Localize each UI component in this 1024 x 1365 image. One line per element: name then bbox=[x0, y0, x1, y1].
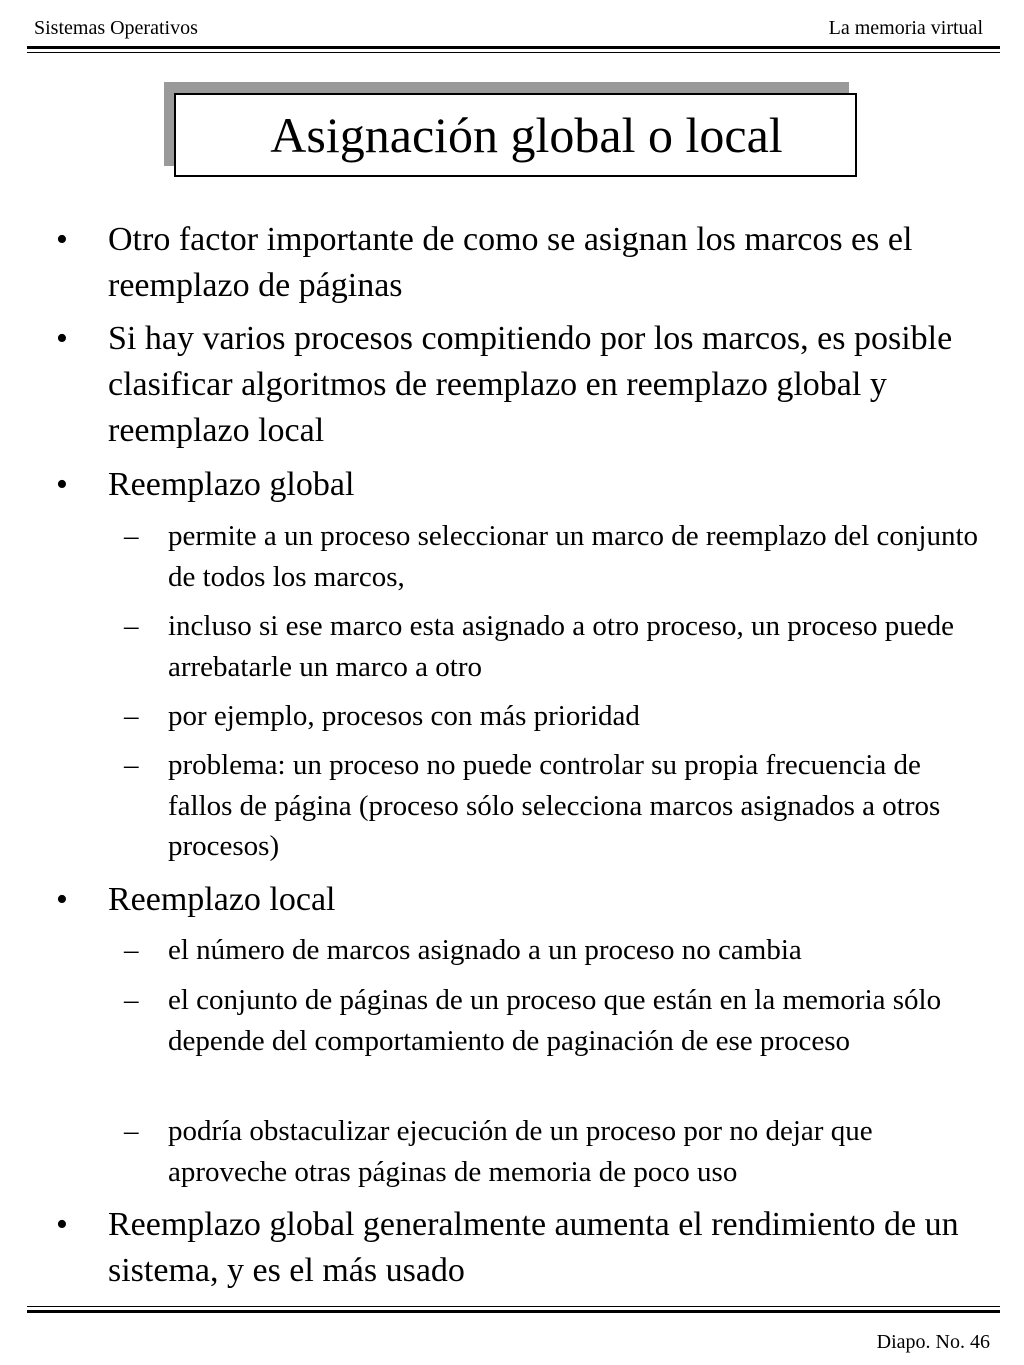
sub-bullet-text: podría obstaculizar ejecución de un proceso por no dejar que aproveche otras páginas de memoria de poco uso bbox=[168, 1115, 873, 1188]
header-course-name: Sistemas Operativos bbox=[34, 17, 198, 39]
bullet-marker: • bbox=[56, 466, 68, 503]
sub-bullet-text: permite a un proceso seleccionar un marco de reemplazo del conjunto de todos los marcos, bbox=[168, 520, 979, 593]
sub-bullet-item bbox=[124, 516, 988, 597]
sub-bullet-marker: – bbox=[124, 984, 139, 1016]
title-box bbox=[174, 93, 857, 177]
sub-bullet-marker: – bbox=[124, 700, 139, 732]
bullet-item bbox=[56, 462, 978, 508]
bullet-text: Si hay varios procesos compitiendo por los marcos, es posible clasificar algoritmos de reemplazo en reemplazo global y reemplazo local bbox=[108, 320, 953, 449]
sub-bullet-marker: – bbox=[124, 1115, 139, 1147]
sub-bullet-marker: – bbox=[124, 520, 139, 552]
sub-bullet-marker: – bbox=[124, 934, 139, 966]
bullet-marker: • bbox=[56, 320, 68, 357]
sub-bullet-item bbox=[124, 1111, 988, 1192]
sub-bullet-text: incluso si ese marco esta asignado a otro proceso, un proceso puede arrebatarle un marco a otro bbox=[168, 610, 954, 683]
bullet-text: Reemplazo global bbox=[108, 466, 355, 503]
footer-rule-thin bbox=[27, 1306, 1000, 1307]
sub-bullet-item bbox=[124, 606, 988, 687]
bullet-marker: • bbox=[56, 221, 68, 258]
sub-bullet-item bbox=[124, 980, 988, 1061]
bullet-item bbox=[56, 877, 978, 923]
header-rule-thick bbox=[27, 46, 1000, 49]
sub-bullet-text: problema: un proceso no puede controlar su propia frecuencia de fallos de página (proceso sólo selecciona marcos asignados a otros procesos) bbox=[168, 749, 941, 862]
bullet-text: Reemplazo global generalmente aumenta el rendimiento de un sistema, y es el más usado bbox=[108, 1206, 959, 1289]
bullet-item bbox=[56, 316, 978, 454]
sub-bullet-item bbox=[124, 745, 988, 867]
sub-bullet-marker: – bbox=[124, 610, 139, 642]
bullet-item bbox=[56, 217, 978, 309]
sub-bullet-text: el conjunto de páginas de un proceso que están en la memoria sólo depende del comportamiento de paginación de ese proceso bbox=[168, 984, 942, 1057]
footer-rule-thick bbox=[27, 1310, 1000, 1313]
header-topic: La memoria virtual bbox=[828, 17, 983, 39]
sub-bullet-item bbox=[124, 930, 988, 971]
bullet-text: Otro factor importante de como se asignan los marcos es el reemplazo de páginas bbox=[108, 221, 913, 304]
sub-bullet-item bbox=[124, 696, 988, 737]
slide-title: Asignación global o local bbox=[270, 107, 783, 163]
bullet-text: Reemplazo local bbox=[108, 881, 336, 918]
bullet-marker: • bbox=[56, 881, 68, 918]
bullet-marker: • bbox=[56, 1206, 68, 1243]
slide-number: Diapo. No. 46 bbox=[876, 1331, 990, 1353]
sub-bullet-marker: – bbox=[124, 749, 139, 781]
sub-bullet-text: por ejemplo, procesos con más prioridad bbox=[168, 700, 640, 732]
sub-bullet-text: el número de marcos asignado a un proceso no cambia bbox=[168, 934, 802, 966]
bullet-item bbox=[56, 1202, 978, 1294]
header-rule-thin bbox=[27, 52, 1000, 53]
